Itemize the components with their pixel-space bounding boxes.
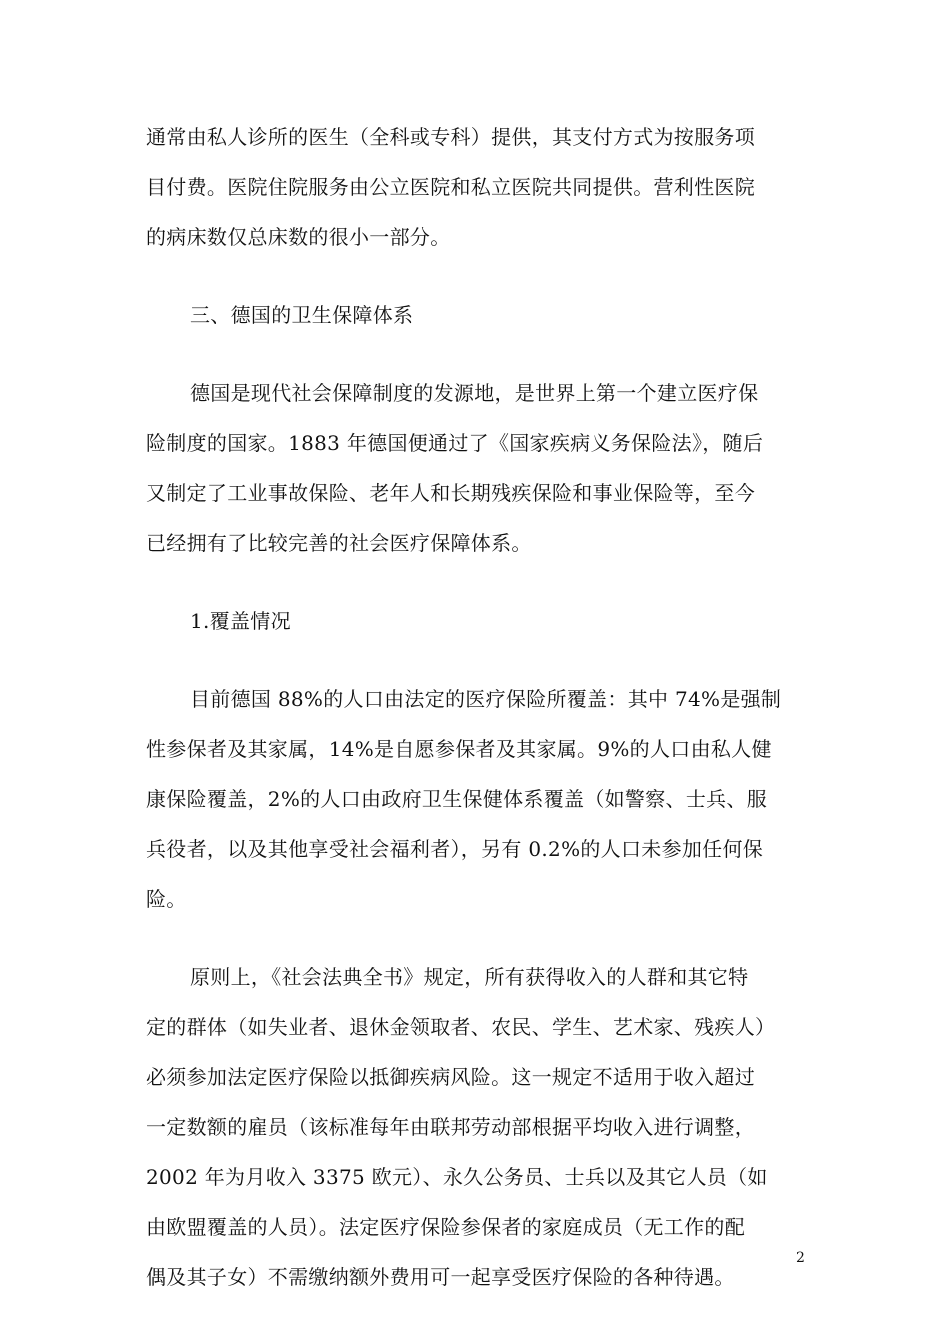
text-line: 目前德国 88%的人口由法定的医疗保险所覆盖：其中 74%是强制	[190, 687, 782, 711]
paragraph-gap	[146, 340, 806, 368]
paragraph-principles	[146, 952, 806, 1302]
paragraph-gap	[146, 646, 806, 674]
text-line: 目付费。医院住院服务由公立医院和私立医院共同提供。营利性医院	[146, 175, 755, 199]
page-number: 2	[796, 1250, 805, 1266]
text-line: 一定数额的雇员（该标准每年由联邦劳动部根据平均收入进行调整，	[146, 1115, 755, 1139]
text-line: 偶及其子女）不需缴纳额外费用可一起享受医疗保险的各种待遇。	[146, 1265, 735, 1289]
subheading: 1.覆盖情况	[190, 609, 291, 633]
text-line: 性参保者及其家属，14%是自愿参保者及其家属。9%的人口由私人健	[146, 737, 772, 761]
text-line: 险。	[146, 887, 187, 911]
text-line: 由欧盟覆盖的人员）。法定医疗保险参保者的家庭成员（无工作的配	[146, 1215, 745, 1239]
text-line: 2002 年为月收入 3375 欧元）、永久公务员、士兵以及其它人员（如	[146, 1165, 768, 1189]
text-line: 德国是现代社会保障制度的发源地，是世界上第一个建立医疗保	[190, 381, 759, 405]
text-line: 又制定了工业事故保险、老年人和长期残疾保险和事业保险等，至今	[146, 481, 755, 505]
intro-paragraph	[146, 112, 806, 262]
text-line: 必须参加法定医疗保险以抵御疾病风险。这一规定不适用于收入超过	[146, 1065, 755, 1089]
text-line: 兵役者，以及其他享受社会福利者），另有 0.2%的人口未参加任何保	[146, 837, 764, 861]
paragraph-gap	[146, 924, 806, 952]
paragraph-gap	[146, 262, 806, 290]
paragraph-coverage	[146, 674, 806, 924]
text-line: 的病床数仅总床数的很小一部分。	[146, 225, 451, 249]
text-line: 已经拥有了比较完善的社会医疗保障体系。	[146, 531, 532, 555]
text-line: 原则上，《社会法典全书》规定，所有获得收入的人群和其它特	[190, 965, 749, 989]
text-line: 通常由私人诊所的医生（全科或专科）提供，其支付方式为按服务项	[146, 125, 755, 149]
text-line: 康保险覆盖，2%的人口由政府卫生保健体系覆盖（如警察、士兵、服	[146, 787, 768, 811]
section-heading: 三、德国的卫生保障体系	[190, 303, 414, 327]
text-line: 险制度的国家。1883 年德国便通过了《国家疾病义务保险法》，随后	[146, 431, 764, 455]
paragraph-gap	[146, 568, 806, 596]
text-line: 定的群体（如失业者、退休金领取者、农民、学生、艺术家、残疾人）	[146, 1015, 776, 1039]
paragraph-history	[146, 368, 806, 568]
document-body	[146, 112, 806, 1302]
